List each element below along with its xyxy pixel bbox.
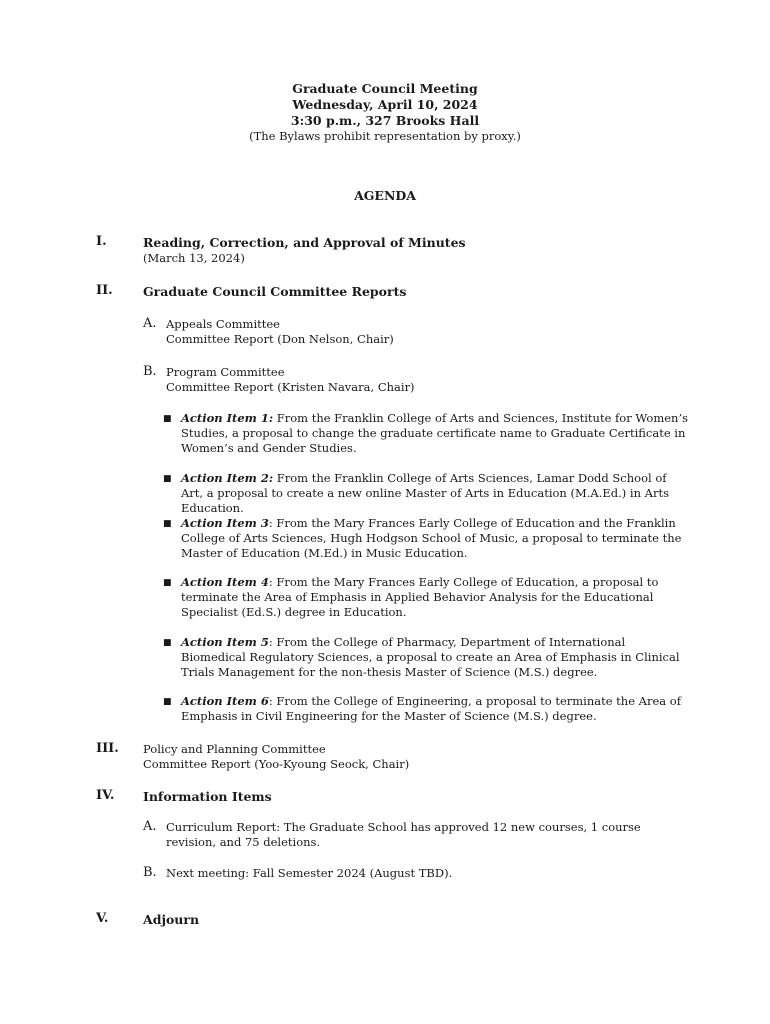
action-item-text: : From the College of Pharmacy, Department of International Biomedical Regulatory Sciences, a proposal to create an Area of Emphasis in Clinical Trials Management for the non-thesis Master of Science (M.S.) degree.	[181, 635, 680, 679]
section-numeral: III.	[96, 741, 119, 756]
next-meeting: Next meeting: Fall Semester 2024 (August TBD).	[166, 866, 453, 880]
action-item-label: Action Item 6	[181, 694, 269, 708]
program-committee	[166, 365, 686, 395]
action-item	[181, 516, 691, 561]
action-item-text: : From the Mary Frances Early College of Education and the Franklin College of Arts Sciences, Hugh Hodgson School of Music, a proposal to terminate the Master of Education (M.Ed.) in Music Education.	[181, 516, 682, 560]
policy-planning-committee	[143, 742, 409, 772]
action-item-label: Action Item 4	[181, 575, 269, 589]
action-item-label: Action Item 1:	[181, 411, 274, 425]
section-title-adjourn: Adjourn	[143, 912, 200, 927]
action-item-text: : From the College of Engineering, a proposal to terminate the Area of Emphasis in Civil Engineering for the Master of Science (M.S.) degree.	[181, 694, 681, 723]
action-item-label: Action Item 3	[181, 516, 269, 530]
meeting-date: Wednesday, April 10, 2024	[292, 97, 478, 112]
proxy-note: (The Bylaws prohibit representation by proxy.)	[249, 129, 521, 143]
section-title-committee-reports: Graduate Council Committee Reports	[143, 284, 407, 299]
section-title-information-items: Information Items	[143, 789, 272, 804]
subitem-letter: A.	[143, 316, 157, 331]
committee-name: Program Committee	[166, 365, 285, 379]
minutes-date: (March 13, 2024)	[143, 251, 245, 265]
committee-report: Committee Report (Yoo-Kyoung Seock, Chair)	[143, 757, 410, 771]
bullet-icon: ■	[163, 578, 172, 588]
action-item-label: Action Item 2:	[181, 471, 274, 485]
subitem-letter: B.	[143, 364, 157, 379]
action-item-text: From the Franklin College of Arts Sciences, Lamar Dodd School of Art, a proposal to create a new online Master of Arts in Education (M.A.Ed.) in Arts Education.	[181, 471, 669, 515]
action-item	[181, 694, 691, 724]
subitem-letter: A.	[143, 819, 157, 834]
section-numeral: II.	[96, 283, 113, 298]
section-numeral: V.	[96, 911, 109, 926]
action-item	[181, 635, 691, 680]
action-item-label: Action Item 5	[181, 635, 269, 649]
action-item	[181, 411, 691, 456]
bullet-icon: ■	[163, 638, 172, 648]
bullet-icon: ■	[163, 414, 172, 424]
committee-report: Committee Report (Kristen Navara, Chair)	[166, 380, 415, 394]
curriculum-report: Curriculum Report: The Graduate School has approved 12 new courses, 1 course revision, and 75 deletions.	[166, 820, 641, 849]
committee-report: Committee Report (Don Nelson, Chair)	[166, 332, 394, 346]
meeting-title: Graduate Council Meeting	[292, 81, 478, 96]
meeting-time-place: 3:30 p.m., 327 Brooks Hall	[290, 113, 480, 128]
bullet-icon: ■	[163, 519, 172, 529]
subitem-letter: B.	[143, 865, 157, 880]
committee-name: Appeals Committee	[166, 317, 280, 331]
section-numeral: I.	[96, 234, 107, 249]
section-numeral: IV.	[96, 788, 115, 803]
action-item	[181, 471, 691, 516]
appeals-committee	[166, 317, 686, 347]
action-item-text: : From the Mary Frances Early College of Education, a proposal to terminate the Area of Emphasis in Applied Behavior Analysis for the Educational Specialist (Ed.S.) degree in Education.	[181, 575, 659, 619]
bullet-icon: ■	[163, 474, 172, 484]
agenda-heading: AGENDA	[354, 188, 416, 203]
action-item-text: From the Franklin College of Arts and Sciences, Institute for Women’s Studies, a proposal to change the graduate certificate name to Graduate Certificate in Women’s and Gender Studies.	[181, 411, 689, 455]
section-title-minutes: Reading, Correction, and Approval of Minutes	[143, 235, 466, 250]
bullet-icon: ■	[163, 697, 172, 707]
action-item	[181, 575, 691, 620]
committee-name: Policy and Planning Committee	[143, 742, 326, 756]
